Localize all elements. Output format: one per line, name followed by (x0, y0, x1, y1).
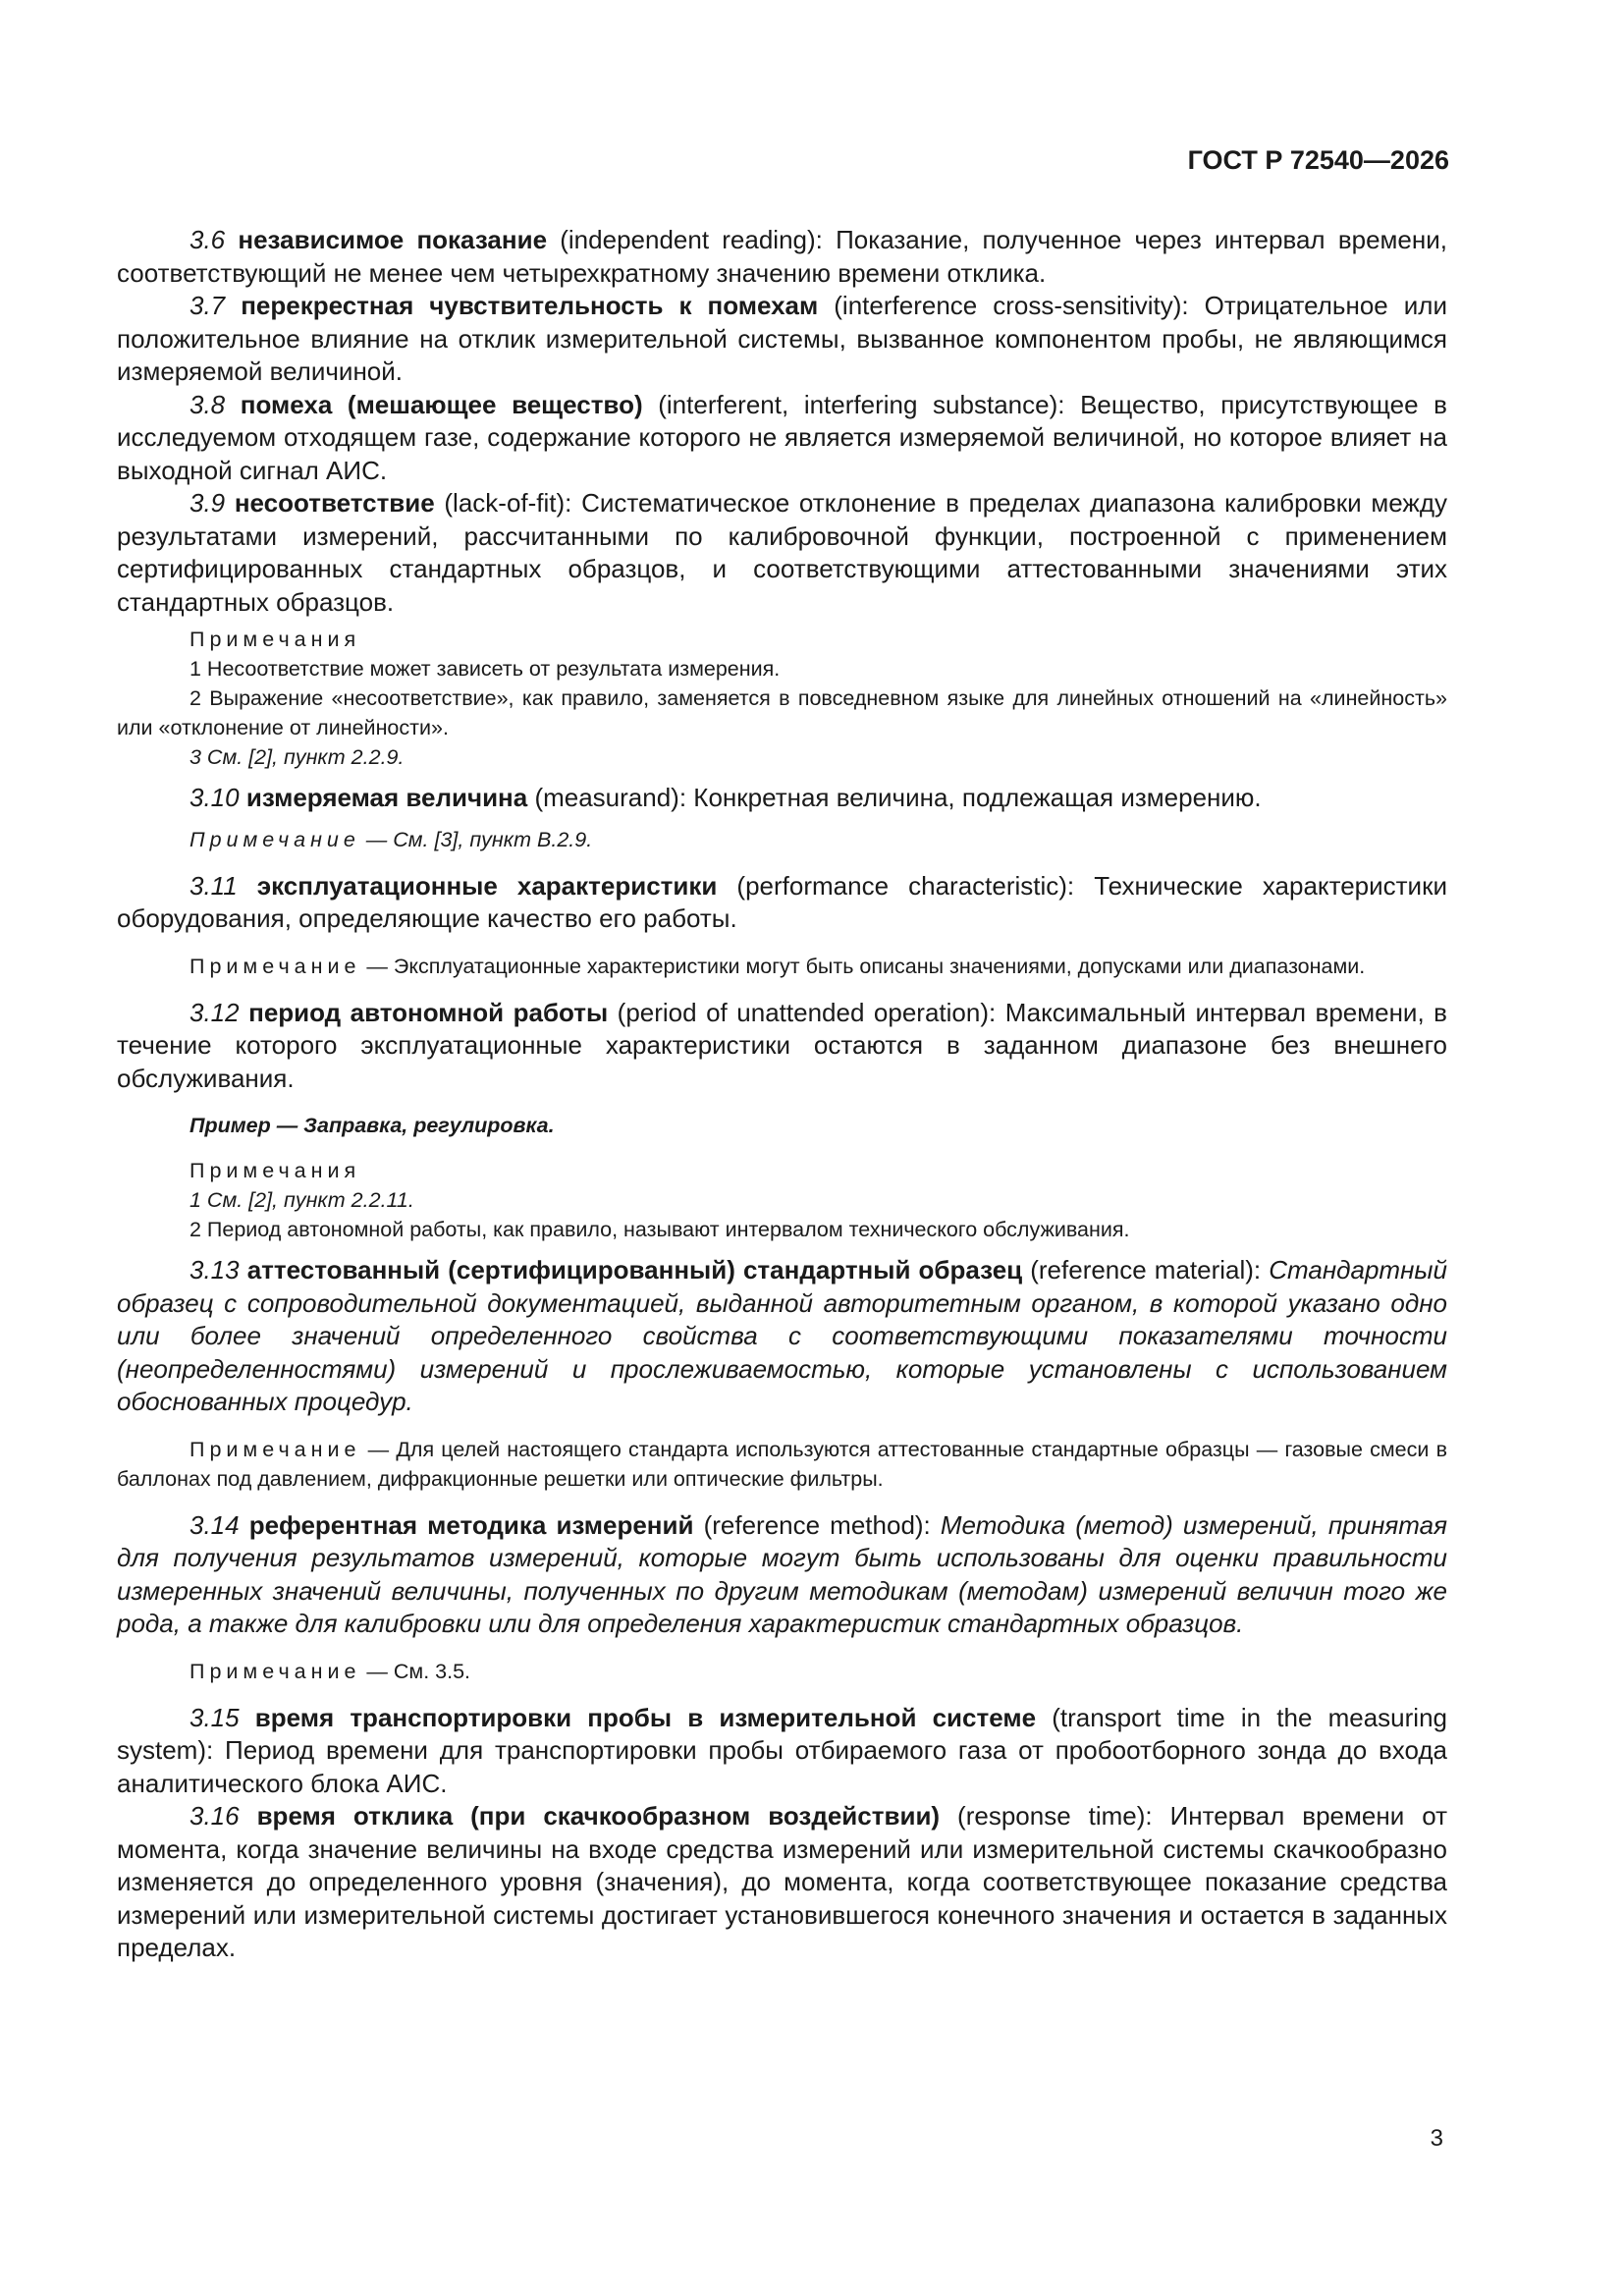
notes-3-12 (117, 1156, 1447, 1244)
note-label: Примечание (189, 954, 361, 978)
definition: Стандартный образец с сопроводительной документацией, выданной авторитетным органом, в которой указано одно или более значений определенного свойства с соответствующими показателями точности (неопределенностями) измерений и прослеживаемостью, которые установлены с использованием обоснованных процедур. (117, 1255, 1447, 1416)
term-english: (response time): (940, 1801, 1170, 1831)
note-text: — См. [3], пункт В.2.9. (359, 827, 593, 851)
term: помеха (мешающее вещество) (240, 389, 643, 419)
notes-heading: Примечания (189, 628, 361, 651)
entry-3-7 (117, 290, 1447, 389)
entry-3-8 (117, 389, 1447, 488)
definition: Период времени для транспортировки пробы отбираемого газа от пробоотборного зонда до входа аналитического блока АИС. (117, 1735, 1447, 1798)
definition: Отрицательное или положительное влияние на отклик измерительной системы, вызванное компонентом пробы, не являющимся измеряемой величиной. (117, 291, 1448, 386)
term: несоответствие (234, 488, 435, 518)
notes-heading: Примечания (189, 1159, 361, 1182)
example-3-12: Пример — Заправка, регулировка. (189, 1114, 555, 1137)
notes-3-9 (117, 625, 1447, 772)
term: время отклика (при скачкообразном воздействии) (256, 1801, 941, 1831)
note-1: 1 Несоответствие может зависеть от результата измерения. (189, 657, 781, 681)
entry-number: 3.8 (189, 389, 226, 419)
definition: Показание, полученное через интервал времени, соответствующий не менее чем четырехкратному значению времени отклика. (117, 225, 1447, 288)
definition: Конкретная величина, подлежащая измерению. (693, 783, 1262, 812)
note-2: 2 Выражение «несоответствие», как правило, заменяется в повседневном языке для линейных отношений на «линейность» или «отклонение от линейности». (117, 686, 1447, 739)
entry-number: 3.7 (189, 291, 226, 320)
entry-number: 3.13 (189, 1255, 240, 1285)
term: аттестованный (сертифицированный) стандартный образец (246, 1255, 1023, 1285)
entry-number: 3.12 (189, 997, 240, 1027)
entry-3-15 (117, 1702, 1447, 1801)
definition: Вещество, присутствующее в исследуемом отходящем газе, содержание которого не является измеряемой величиной, но которое влияет на выходной сигнал АИС. (117, 389, 1447, 485)
term: референтная методика измерений (248, 1509, 694, 1540)
document-header: ГОСТ Р 72540—2026 (1187, 145, 1449, 175)
document-content (117, 224, 1447, 1965)
entry-3-14 (117, 1509, 1447, 1641)
term: период автономной работы (248, 997, 609, 1027)
page-number: 3 (1430, 2125, 1443, 2152)
entry-number: 3.11 (189, 870, 238, 901)
definition: Методика (метод) измерений, принятая для получения результатов измерений, которые могут быть использованы для оценки правильности измеренных значений величины, полученных по другим методикам (методам) измерений величин того же рода, а также для калибровки или для определения характеристик стандартных образцов. (117, 1509, 1447, 1638)
entry-number: 3.6 (189, 225, 226, 254)
entry-number: 3.14 (189, 1509, 240, 1540)
entry-3-11 (117, 870, 1447, 936)
definition: Интервал времени от момента, когда значение величины на входе средства измерений или измерительной системы скачкообразно изменяется до определенного уровня (значения), до момента, когда соответствующее показание средства измерений или измерительной системы достигает установившегося конечного значения и остается в заданных пределах. (117, 1801, 1447, 1962)
note-label: Примечание (189, 1437, 361, 1461)
term-english: (period of unattended operation): (608, 997, 1005, 1027)
term: эксплуатационные характеристики (256, 870, 718, 901)
term-english: (interferent, interfering substance): (642, 389, 1081, 419)
note-3-10 (117, 825, 1447, 854)
note-text: — См. 3.5. (360, 1659, 471, 1683)
entry-number: 3.9 (189, 488, 226, 518)
note-3-13 (117, 1435, 1447, 1494)
term: независимое показание (238, 225, 548, 254)
term: перекрестная чувствительность к помехам (241, 291, 819, 320)
definition: Технические характеристики оборудования, определяющие качество его работы. (117, 870, 1447, 933)
entry-3-13 (117, 1254, 1447, 1419)
term-english: (reference material): (1022, 1255, 1270, 1285)
definition: Максимальный интервал времени, в течение которого эксплуатационные характеристики остаются в заданном диапазоне без внешнего обслуживания. (117, 997, 1447, 1093)
definition: Систематическое отклонение в пределах диапазона калибровки между результатами измерений, рассчитанными по калибровочной функции, построенной с применением сертифицированных стандартных образцов, и соответствующими аттестованными значениями этих стандартных образцов. (117, 488, 1447, 617)
note-3-14 (117, 1657, 1447, 1686)
entry-3-9 (117, 487, 1447, 619)
entry-3-6 (117, 224, 1447, 290)
note-label: Примечание (189, 1659, 361, 1683)
entry-3-10 (117, 782, 1447, 815)
term-english: (reference method): (693, 1509, 941, 1540)
term: измеряемая величина (245, 783, 528, 812)
entry-number: 3.10 (189, 783, 240, 812)
term-english: (independent reading): (547, 225, 837, 254)
term-english: (interference cross-sensitivity): (818, 291, 1205, 320)
note-2: 2 Период автономной работы, как правило, называют интервалом технического обслуживания. (189, 1218, 1130, 1241)
term-english: (transport time in the measuring system): (117, 1702, 1447, 1765)
note-3-11 (117, 952, 1447, 981)
term: время транспортировки пробы в измерительной системе (254, 1702, 1037, 1732)
note-3: 3 См. [2], пункт 2.2.9. (189, 745, 405, 769)
term-english: (performance characteristic): (717, 870, 1095, 901)
entry-number: 3.16 (189, 1801, 240, 1831)
entry-number: 3.15 (189, 1702, 240, 1732)
note-text: — Эксплуатационные характеристики могут быть описаны значениями, допусками или диапазонами. (360, 954, 1366, 978)
entry-3-12 (117, 997, 1447, 1096)
entry-3-16 (117, 1800, 1447, 1965)
note-1: 1 См. [2], пункт 2.2.11. (189, 1188, 414, 1212)
note-label: Примечание (189, 827, 360, 851)
note-text: — Для целей настоящего стандарта используются аттестованные стандартные образцы — газовые смеси в баллонах под давлением, дифракционные решетки или оптические фильтры. (117, 1437, 1447, 1491)
term-english: (lack-of-fit): (434, 488, 582, 518)
term-english: (measurand): (527, 783, 694, 812)
